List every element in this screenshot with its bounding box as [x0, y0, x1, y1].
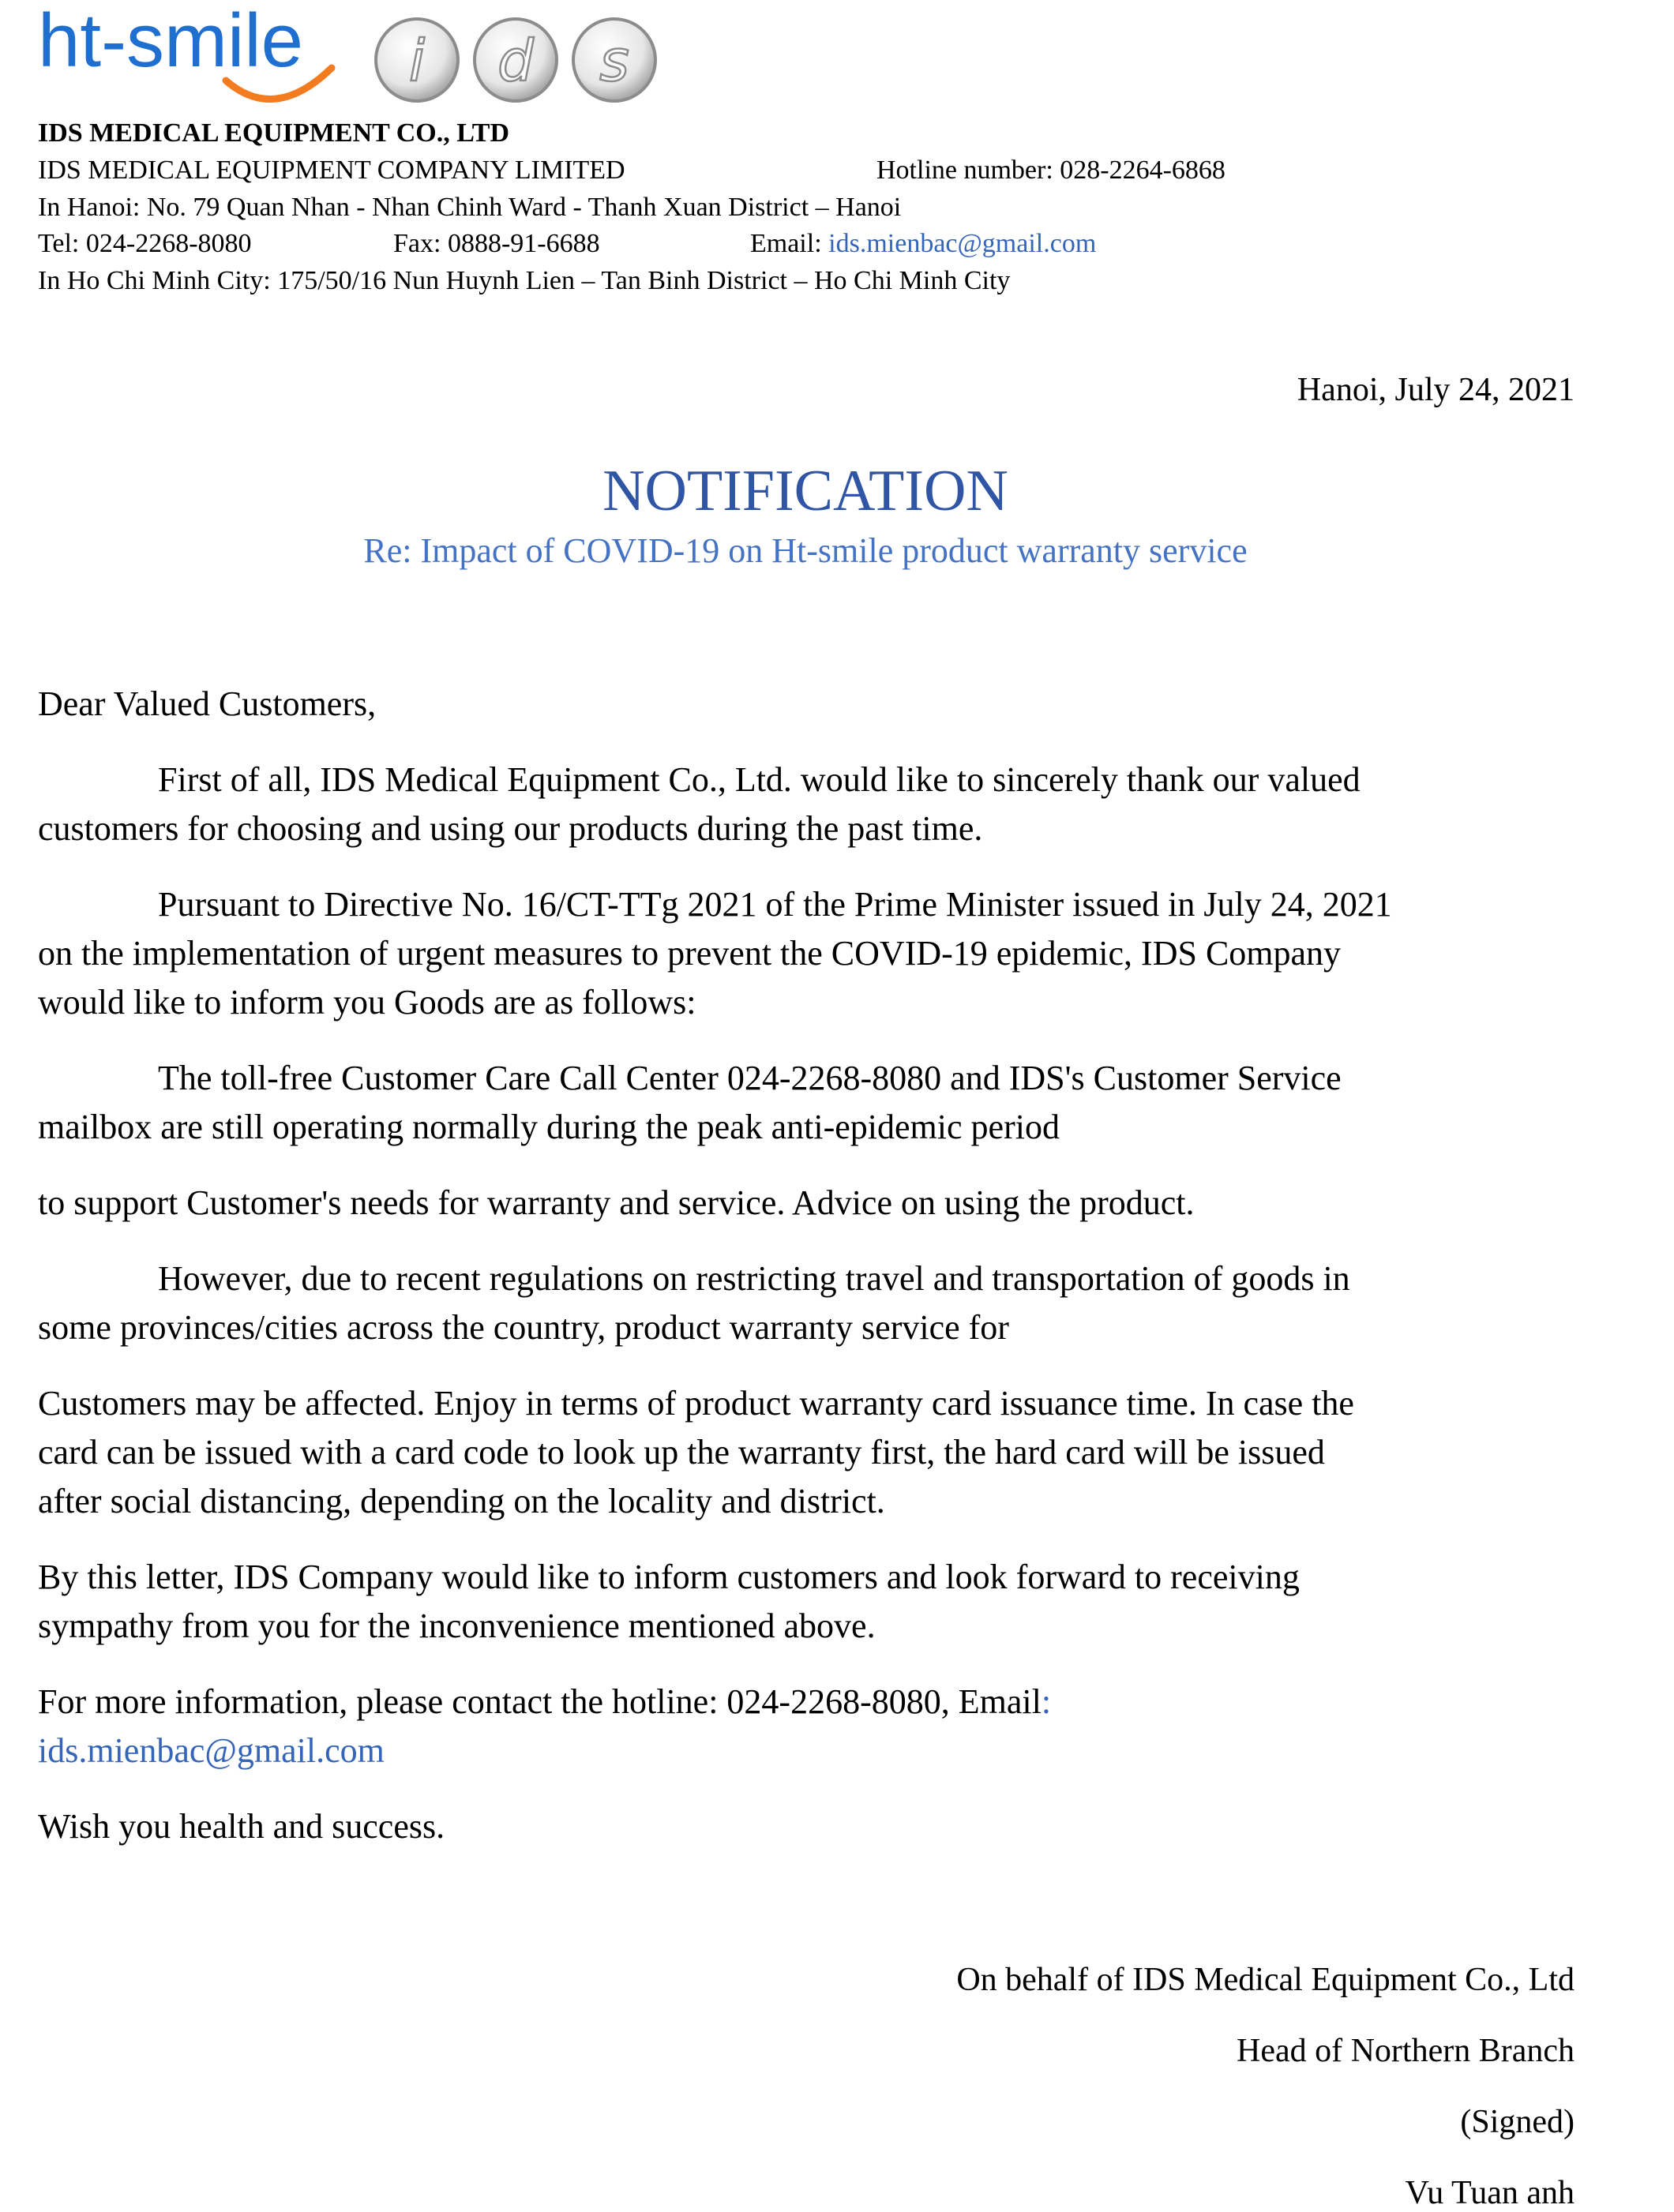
- paragraph-8-text: For more information, please contact the hotline: 024-2268-8080, Email: [38, 1682, 1042, 1721]
- notification-subtitle: Re: Impact of COVID-19 on Ht-smile product warranty service: [363, 531, 1248, 570]
- paragraph-5-line-2: some provinces/cities across the country, product warranty service for: [38, 1308, 1009, 1347]
- paragraph-8-colon: :: [1041, 1682, 1052, 1721]
- ids-logo: [370, 14, 670, 113]
- company-full-name: IDS MEDICAL EQUIPMENT COMPANY LIMITED: [38, 156, 625, 185]
- contact-email-link[interactable]: ids.mienbac@gmail.com: [38, 1731, 385, 1770]
- signature-signed: (Signed): [1460, 2104, 1575, 2140]
- email-line: [750, 229, 1096, 259]
- paragraph-3-line-1: The toll-free Customer Care Call Center 024-2268-8080 and IDS's Customer Service: [158, 1059, 1342, 1097]
- company-name: IDS MEDICAL EQUIPMENT CO., LTD: [38, 118, 510, 148]
- paragraph-5-line-1: However, due to recent regulations on restricting travel and transportation of goods in: [158, 1259, 1350, 1298]
- signature-on-behalf: On behalf of IDS Medical Equipment Co., Ltd: [956, 1962, 1575, 1998]
- hcmc-address: In Ho Chi Minh City: 175/50/16 Nun Huynh Lien – Tan Binh District – Ho Chi Minh City: [38, 266, 1011, 295]
- tel-number: Tel: 024-2268-8080: [38, 229, 252, 258]
- closing-line: Wish you health and success.: [38, 1807, 445, 1846]
- paragraph-3-line-2: mailbox are still operating normally during the peak anti-epidemic period: [38, 1108, 1060, 1146]
- paragraph-8-line-1: [38, 1681, 1051, 1722]
- letter-date: Hanoi, July 24, 2021: [1297, 372, 1575, 408]
- signature-position: Head of Northern Branch: [1237, 2033, 1575, 2069]
- paragraph-6-line-2: card can be issued with a card code to look up the warranty first, the hard card will be issued: [38, 1433, 1325, 1472]
- fax-number: Fax: 0888-91-6688: [393, 229, 600, 258]
- paragraph-6-line-3: after social distancing, depending on the locality and district.: [38, 1482, 885, 1520]
- paragraph-2-line-1: Pursuant to Directive No. 16/CT-TTg 2021 of the Prime Minister issued in July 24, 2021: [158, 885, 1392, 924]
- salutation: Dear Valued Customers,: [38, 684, 377, 723]
- paragraph-1-line-2: customers for choosing and using our products during the past time.: [38, 809, 983, 848]
- notification-title: NOTIFICATION: [602, 459, 1008, 523]
- ht-smile-logo-graphic: [38, 5, 354, 115]
- ht-smile-logo: [38, 5, 354, 119]
- paragraph-7-line-1: By this letter, IDS Company would like to inform customers and look forward to receiving: [38, 1558, 1300, 1596]
- email-link[interactable]: ids.mienbac@gmail.com: [828, 229, 1097, 258]
- email-label: Email:: [750, 229, 822, 258]
- paragraph-7-line-2: sympathy from you for the inconvenience mentioned above.: [38, 1607, 876, 1645]
- ids-logo-letter-s: s: [599, 28, 629, 94]
- paragraph-1-line-1: First of all, IDS Medical Equipment Co., Ltd. would like to sincerely thank our valued: [158, 760, 1361, 799]
- paragraph-6-line-1: Customers may be affected. Enjoy in terms of product warranty card issuance time. In case the: [38, 1384, 1354, 1423]
- paragraph-4: to support Customer's needs for warranty and service. Advice on using the product.: [38, 1183, 1195, 1222]
- hotline-number: Hotline number: 028-2264-6868: [876, 156, 1225, 185]
- paragraph-2-line-2: on the implementation of urgent measures to prevent the COVID-19 epidemic, IDS Company: [38, 934, 1342, 973]
- signatory-name: Vu Tuan anh: [1405, 2175, 1575, 2211]
- ids-logo-graphic: [370, 14, 670, 109]
- paragraph-2-line-3: would like to inform you Goods are as follows:: [38, 983, 696, 1022]
- hanoi-address: In Hanoi: No. 79 Quan Nhan - Nhan Chinh Ward - Thanh Xuan District – Hanoi: [38, 193, 902, 222]
- ids-logo-letter-i: i: [408, 28, 426, 94]
- ht-smile-logo-text: ht-smile: [38, 5, 304, 83]
- ids-logo-letter-d: d: [497, 28, 534, 94]
